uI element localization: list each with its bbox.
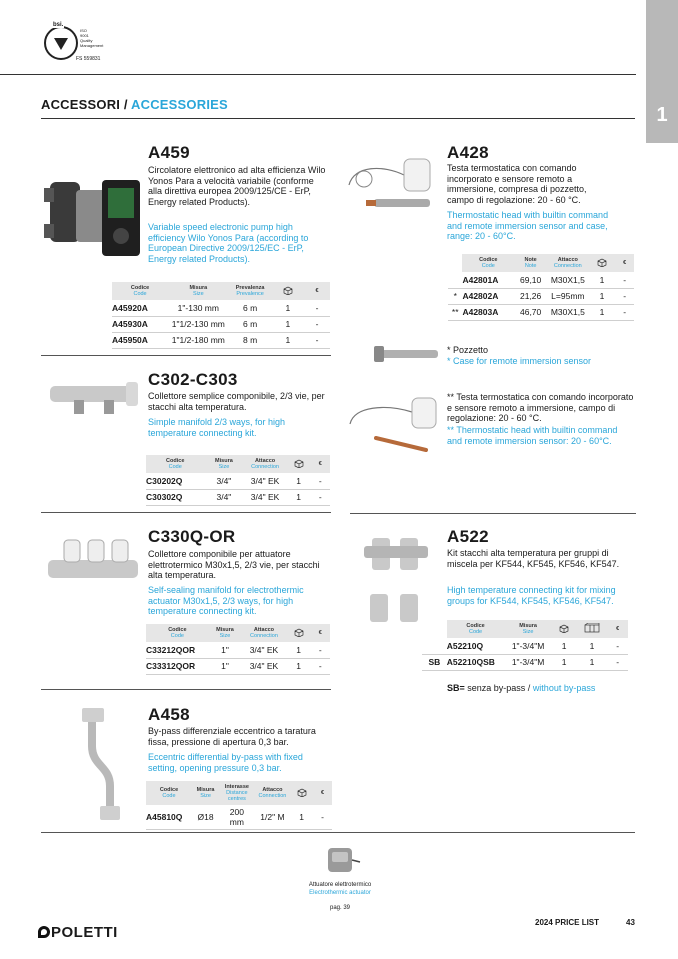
box-icon (290, 781, 313, 805)
product-code-a459: A459 (148, 143, 190, 162)
col-header-code: Codice Code (462, 254, 514, 272)
col-header-price: € (615, 254, 634, 272)
table-row: A45930A 1"1/2-130 mm 6 m 1 - (112, 316, 330, 332)
product-code-c302: C302-C303 (148, 370, 238, 389)
table-row: SB A52210QSB 1"-3/4"M 1 1 - (422, 654, 628, 670)
thermostatic-head-remote-image (346, 396, 446, 458)
col-header-connection: Attacco Connection (243, 455, 286, 473)
col-header-size: Misura Size (209, 624, 241, 642)
product-code-c330: C330Q-OR (148, 527, 236, 546)
divider (41, 512, 331, 513)
product-desc-en-a459: Variable speed electronic pump high efficiency Wilo Yonos Para (according to European Directive 2009/125/EC - ErP, Energy related Products). (148, 222, 309, 264)
note-remote-it: ** Testa termostatica con comando incorporato e sensore remoto a immersione, campo di regolazione: 20 - 60 °C. (447, 392, 634, 423)
table-row: * A42802A 21,26 L=95mm 1 - (448, 288, 634, 304)
note-sb: SB= senza by-pass / without by-pass (447, 683, 596, 693)
price-table-a458 (146, 781, 332, 830)
col-header-code: Codice Code (146, 781, 192, 805)
col-header-code: Codice Code (146, 455, 204, 473)
col-header-price: € (607, 620, 628, 638)
table-row: A42801A 69,10 M30X1,5 1 - (448, 272, 634, 288)
actuator-label-en: Electrothermic actuator (309, 890, 371, 896)
col-header-code: Codice Code (447, 620, 505, 638)
manifold-actuator-image (44, 532, 144, 592)
poletti-logo-icon (38, 926, 50, 938)
box-icon (272, 282, 304, 300)
thermostatic-head-image (344, 155, 444, 235)
price-table-a428 (448, 254, 634, 321)
table-row: C30202Q 3/4" 3/4" EK 1 - (146, 473, 330, 489)
iso-bsi-label: bsi. (53, 22, 64, 28)
page-number: 43 (626, 918, 635, 927)
actuator-caption (290, 881, 390, 897)
product-desc-it-a428: Testa termostatica con comando incorporato e sensore remoto a immersione, compresa di pozzetto, campo di regolazione: 20 - 60 °C. (447, 163, 587, 205)
table-row: A45810Q Ø18 200 mm 1/2" M 1 - (146, 805, 332, 830)
iso-text: ISO 9001 Quality Management (80, 28, 104, 48)
col-header-size: Misura Size (504, 620, 551, 638)
table-row: ** A42803A 46,70 M30X1,5 1 - (448, 304, 634, 320)
product-code-a522: A522 (447, 527, 489, 546)
footer-rule (41, 832, 635, 833)
brand-logo: POLETTI (38, 924, 118, 941)
col-header-connection: Attacco Connection (255, 781, 291, 805)
header-rule (0, 74, 636, 75)
table-row: C33312QOR 1" 3/4" EK 1 - (146, 658, 330, 674)
manifold-image (46, 376, 142, 420)
product-code-a458: A458 (148, 705, 190, 724)
product-desc-en-c302: Simple manifold 2/3 ways, for high temperature connecting kit. (148, 417, 286, 438)
box-icon (589, 254, 616, 272)
table-row: C33212QOR 1" 3/4" EK 1 - (146, 642, 330, 658)
price-table-a522 (422, 620, 628, 671)
price-table-a459 (112, 282, 330, 349)
product-desc-it-c302: Collettore semplice componibile, 2/3 vie, per stacchi alta temperatura. (148, 391, 325, 412)
bypass-valve-image (70, 706, 130, 824)
note-remote-en: ** Thermostatic head with builtin command and remote immersion sensor: 20 - 60°C. (447, 425, 618, 446)
col-header-note: Note Note (514, 254, 547, 272)
box-icon (552, 620, 577, 638)
divider (350, 513, 636, 514)
actuator-label-it: Attuatore elettrotermico (308, 882, 372, 888)
table-row: A45920A 1"-130 mm 6 m 1 - (112, 300, 330, 316)
col-header-connection: Attacco Connection (241, 624, 286, 642)
section-title: ACCESSORI / ACCESSORIES (41, 97, 228, 112)
col-header-code: Codice Code (146, 624, 209, 642)
col-header-size: Misura Size (192, 781, 219, 805)
product-desc-en-a522: High temperature connecting kit for mixing groups for KF544, KF545, KF546, KF547. (447, 585, 616, 606)
product-desc-en-c330: Self-sealing manifold for electrothermic actuator M30x1,5, 2/3 ways, for high temperature connecting kit. (148, 585, 304, 616)
product-desc-it-a522: Kit stacchi alta temperatura per gruppi di miscela per KF544, KF545, KF546, KF547. (447, 548, 620, 569)
section-rule (41, 118, 635, 119)
pump-image (44, 162, 144, 272)
iso-number: FS 559831 (76, 56, 101, 62)
col-header-size: Misura Size (168, 282, 228, 300)
price-table-c330 (146, 624, 330, 675)
product-desc-en-a428: Thermostatic head with builtin command and remote immersion sensor and case, range: 20 - 60°C. (447, 210, 609, 241)
col-header-size: Misura Size (204, 455, 243, 473)
divider (41, 689, 331, 690)
price-table-c302 (146, 455, 330, 506)
iso-certification-badge (44, 22, 122, 62)
carton-icon (576, 620, 607, 638)
actuator-page-ref: pag. 39 (329, 905, 351, 911)
product-desc-it-a459: Circolatore elettronico ad alta efficienza Wilo Yonos Para a velocità variabile (conforme alla direttiva europea 2009/125/CE - ErP, Energy related Products). (148, 165, 326, 207)
product-code-a428: A428 (447, 143, 489, 162)
product-desc-it-c330: Collettore componibile per attuatore elettrotermico M30x1,5, 2/3 vie, per stacchi alta temperatura. (148, 549, 320, 580)
col-header-prevalence: Prevalenza Prevalence (229, 282, 272, 300)
note-case-it: * Pozzetto (447, 345, 489, 355)
table-row: C30302Q 3/4" 3/4" EK 1 - (146, 489, 330, 505)
table-row: A45950A 1"1/2-180 mm 8 m 1 - (112, 332, 330, 348)
iso-badge-icon (44, 26, 78, 60)
connecting-kit-image (360, 532, 444, 628)
box-icon (287, 455, 311, 473)
col-header-connection: Attacco Connection (547, 254, 588, 272)
product-desc-en-a458: Eccentric differential by-pass with fixed setting, opening pressure 0,3 bar. (148, 752, 303, 773)
actuator-image (318, 842, 362, 878)
col-header-price: € (310, 624, 330, 642)
col-header-price: € (313, 781, 332, 805)
chapter-number: 1 (656, 104, 668, 126)
divider (41, 355, 331, 356)
price-list-label: 2024 PRICE LIST (535, 918, 600, 927)
note-case-en: * Case for remote immersion sensor (447, 356, 592, 366)
immersion-case-image (372, 342, 442, 368)
product-desc-it-a458: By-pass differenziale eccentrico a taratura fissa, pressione di apertura 0,3 bar. (148, 726, 316, 747)
table-row: A52210Q 1"-3/4"M 1 1 - (422, 638, 628, 654)
box-icon (287, 624, 311, 642)
col-header-price: € (304, 282, 330, 300)
col-header-distance: Interasse Distance centres (219, 781, 255, 805)
col-header-price: € (310, 455, 330, 473)
col-header-code: Codice Code (112, 282, 168, 300)
